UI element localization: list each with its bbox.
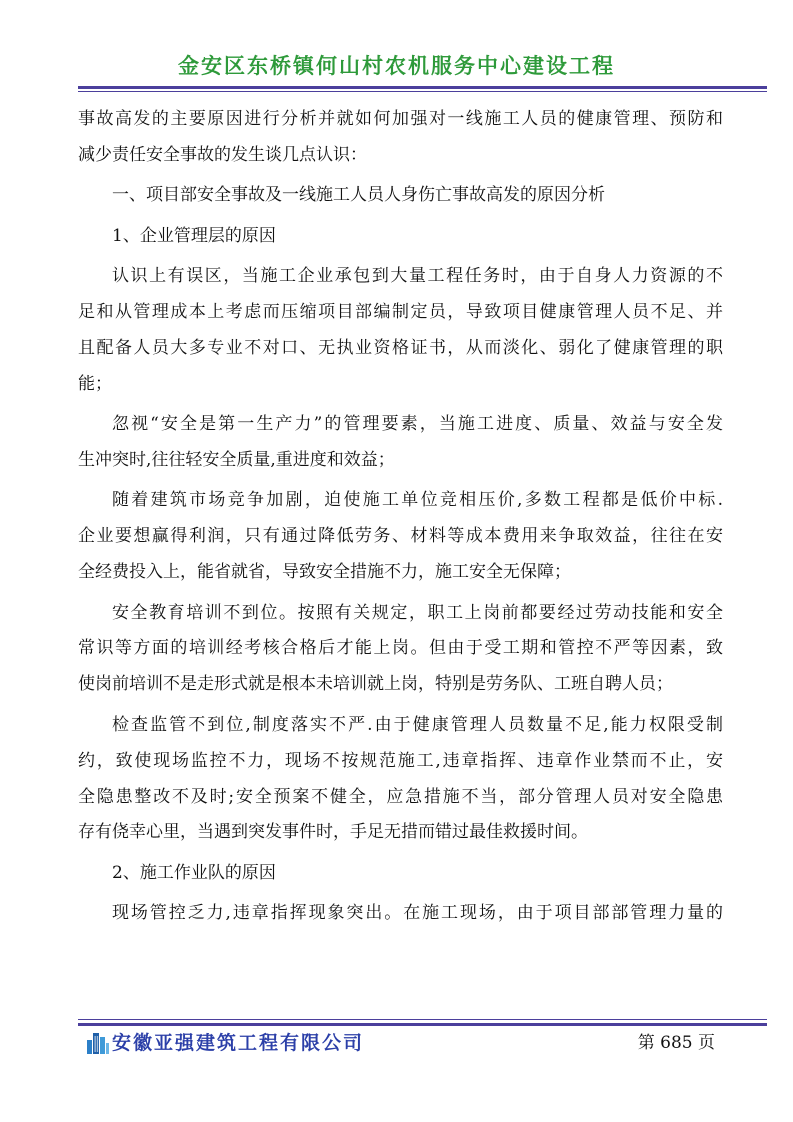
subsection-heading: 2、施工作业队的原因 <box>112 862 276 883</box>
text-line: 企业要想赢得利润，只有通过降低劳务、材料等成本费用来争取效益，往往在安 <box>78 526 723 547</box>
text-line: 随着建筑市场竞争加剧，迫使施工单位竞相压价,多数工程都是低价中标. <box>112 490 723 511</box>
text-line: 现场管控乏力,违章指挥现象突出。在施工现场，由于项目部部管理力量的 <box>112 903 723 924</box>
text-line: 且配备人员大多专业不对口、无执业资格证书，从而淡化、弱化了健康管理的职 <box>78 337 723 358</box>
section-heading: 一、项目部安全事故及一线施工人员人身伤亡事故高发的原因分析 <box>112 185 605 206</box>
text-line: 检查监管不到位,制度落实不严.由于健康管理人员数量不足,能力权限受制 <box>112 714 723 735</box>
page-title: 金安区东桥镇何山村农机服务中心建设工程 <box>178 54 615 78</box>
text-line: 事故高发的主要原因进行分析并就如何加强对一线施工人员的健康管理、预防和 <box>78 109 723 129</box>
page-number: 第 685 页 <box>637 1033 715 1053</box>
text-line: 忽视“安全是第一生产力”的管理要素，当施工进度、质量、效益与安全发 <box>112 414 723 435</box>
footer-rule-thin <box>78 1019 767 1020</box>
text-line: 足和从管理成本上考虑而压缩项目部编制定员，导致项目健康管理人员不足、并 <box>78 301 723 322</box>
text-line: 常识等方面的培训经考核合格后才能上岗。但由于受工期和管控不严等因素，致 <box>78 638 723 659</box>
building-logo-icon <box>86 1030 110 1054</box>
subsection-heading: 1、企业管理层的原因 <box>112 225 276 246</box>
text-line: 约，致使现场监控不力，现场不按规范施工,违章指挥、违章作业禁而不止，安 <box>78 750 723 771</box>
text-line: 全隐患整改不及时;安全预案不健全，应急措施不当，部分管理人员对安全隐患 <box>78 786 723 807</box>
footer-rule <box>78 1023 767 1026</box>
text-line: 存有侥幸心里，当遇到突发事件时，手足无措而错过最佳救援时间。 <box>78 822 588 843</box>
text-line: 全经费投入上，能省就省，导致安全措施不力，施工安全无保障； <box>78 562 571 583</box>
company-name: 安徽亚强建筑工程有限公司 <box>112 1032 365 1054</box>
text-line: 认识上有误区，当施工企业承包到大量工程任务时，由于自身人力资源的不 <box>112 266 723 287</box>
header-rule <box>78 86 767 89</box>
text-line: 生冲突时,往往轻安全质量,重进度和效益； <box>78 450 395 471</box>
document-body <box>78 102 723 932</box>
text-line: 使岗前培训不是走形式就是根本未培训就上岗，特别是劳务队、工班自聘人员； <box>78 674 673 695</box>
header-rule-thin <box>78 91 767 92</box>
text-line: 安全教育培训不到位。按照有关规定，职工上岗前都要经过劳动技能和安全 <box>112 602 723 623</box>
text-line: 减少责任安全事故的发生谈几点认识： <box>78 144 367 165</box>
text-line: 能； <box>78 373 112 394</box>
